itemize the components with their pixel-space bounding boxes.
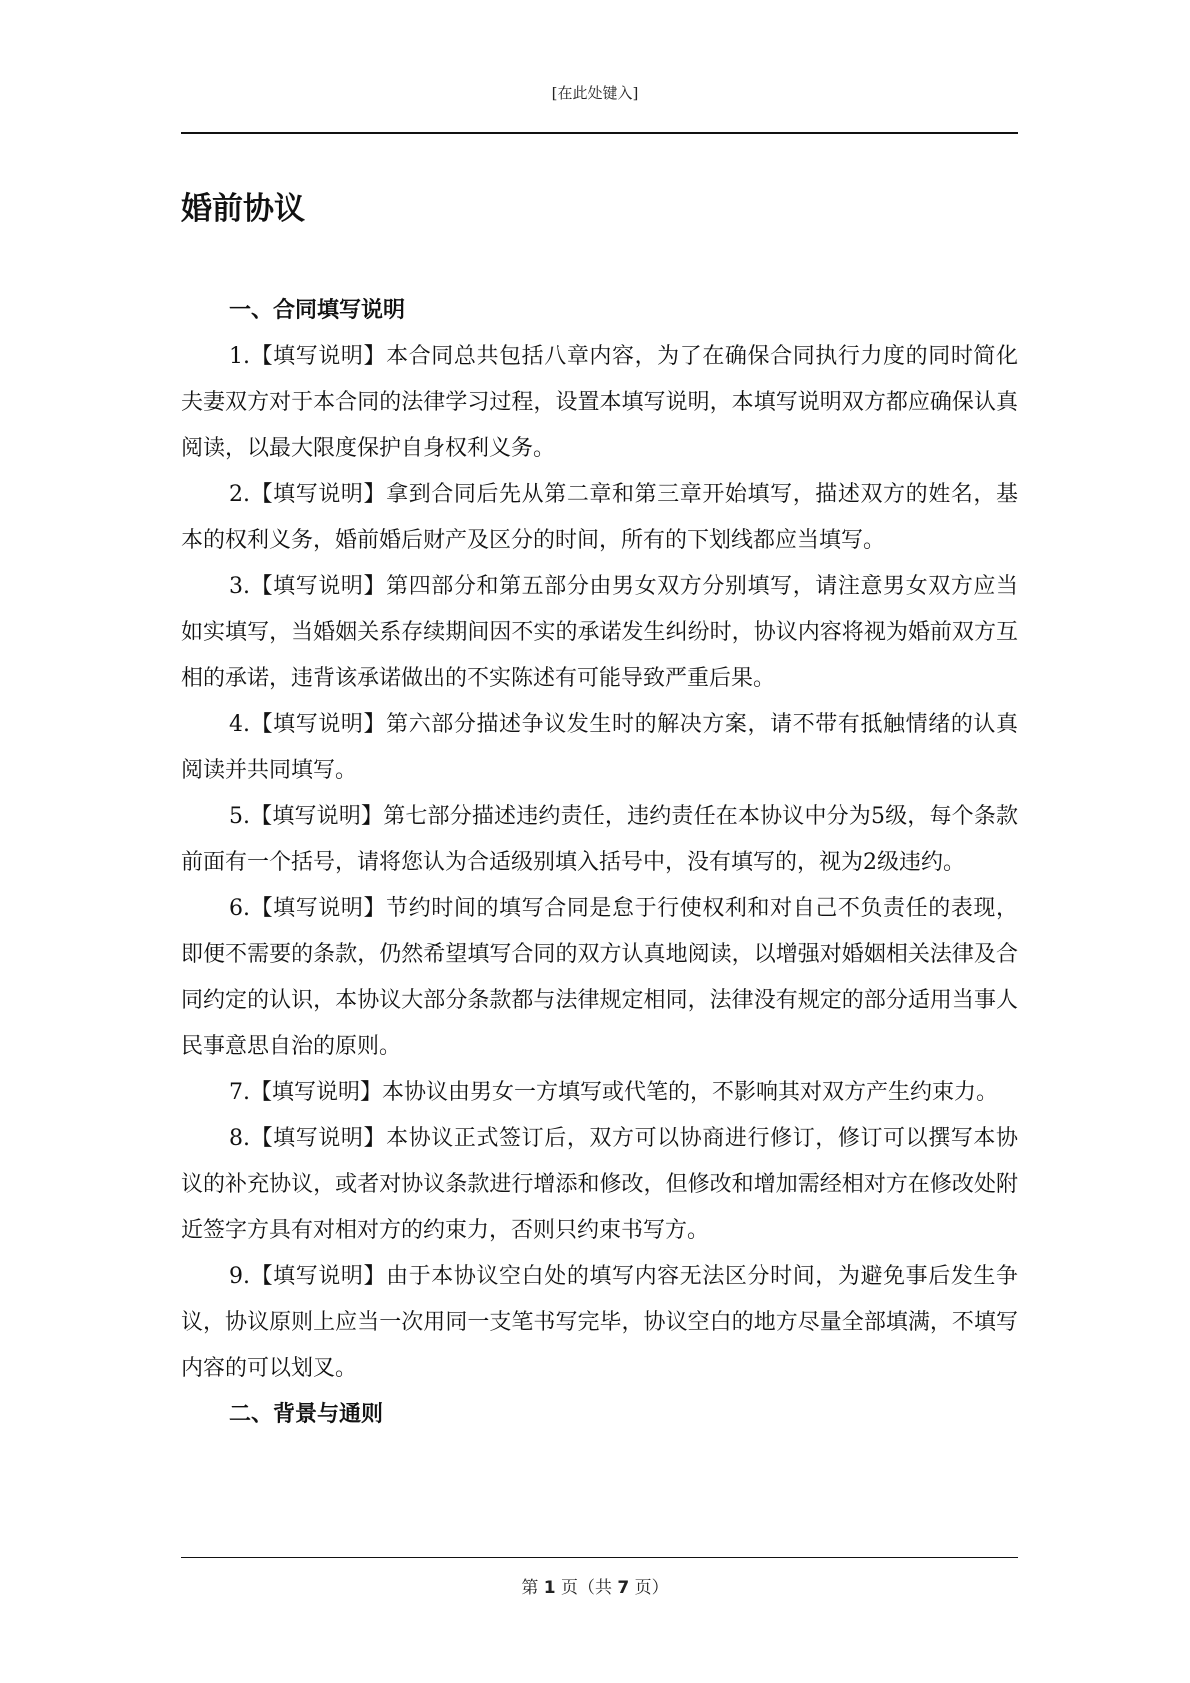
instruction-item-3: 3.【填写说明】第四部分和第五部分由男女双方分别填写，请注意男女双方应当如实填写，当婚姻关系存续期间因不实的承诺发生纠纷时，协议内容将视为婚前双方互相的承诺，违背该承诺做出的不实陈述有可能导致严重后果。 — [181, 574, 1018, 691]
instruction-item-1: 1.【填写说明】本合同总共包括八章内容，为了在确保合同执行力度的同时简化夫妻双方对于本合同的法律学习过程，设置本填写说明，本填写说明双方都应确保认真阅读，以最大限度保护自身权利义务。 — [181, 344, 1018, 461]
instruction-item-2: 2.【填写说明】拿到合同后先从第二章和第三章开始填写，描述双方的姓名，基本的权利义务，婚前婚后财产及区分的时间，所有的下划线都应当填写。 — [181, 482, 1018, 553]
footer-middle: 页（共 — [555, 1578, 618, 1598]
footer-prefix: 第 — [521, 1578, 544, 1598]
footer-suffix: 页） — [629, 1578, 669, 1598]
instruction-item-5: 5.【填写说明】第七部分描述违约责任，违约责任在本协议中分为5级，每个条款前面有一个括号，请将您认为合适级别填入括号中，没有填写的，视为2级违约。 — [181, 804, 1018, 875]
instruction-item-8: 8.【填写说明】本协议正式签订后，双方可以协商进行修订，修订可以撰写本协议的补充协议，或者对协议条款进行增添和修改，但修改和增加需经相对方在修改处附近签字方具有对相对方的约束力，否则只约束书写方。 — [181, 1126, 1018, 1243]
instruction-item-7: 7.【填写说明】本协议由男女一方填写或代笔的，不影响其对双方产生约束力。 — [229, 1080, 998, 1105]
instruction-item-6: 6.【填写说明】节约时间的填写合同是怠于行使权利和对自己不负责任的表现，即便不需要的条款，仍然希望填写合同的双方认真地阅读，以增强对婚姻相关法律及合同约定的认识，本协议大部分条款都与法律规定相同，法律没有规定的部分适用当事人民事意思自治的原则。 — [181, 896, 1018, 1059]
section-heading-background: 二、背景与通则 — [229, 1402, 384, 1427]
document-body — [181, 288, 1018, 1438]
page-header: [在此处键入] — [551, 84, 639, 102]
footer-page-total: 7 — [617, 1578, 630, 1598]
section-heading-instructions: 一、合同填写说明 — [229, 298, 406, 323]
footer-page-number: 1 — [543, 1578, 556, 1598]
header-divider — [181, 132, 1018, 134]
page-footer — [0, 1573, 1190, 1598]
document-title: 婚前协议 — [181, 191, 305, 227]
footer-divider — [181, 1557, 1018, 1558]
instruction-item-9: 9.【填写说明】由于本协议空白处的填写内容无法区分时间，为避免事后发生争议，协议原则上应当一次用同一支笔书写完毕，协议空白的地方尽量全部填满，不填写内容的可以划叉。 — [181, 1264, 1018, 1381]
instruction-item-4: 4.【填写说明】第六部分描述争议发生时的解决方案，请不带有抵触情绪的认真阅读并共同填写。 — [181, 712, 1018, 783]
